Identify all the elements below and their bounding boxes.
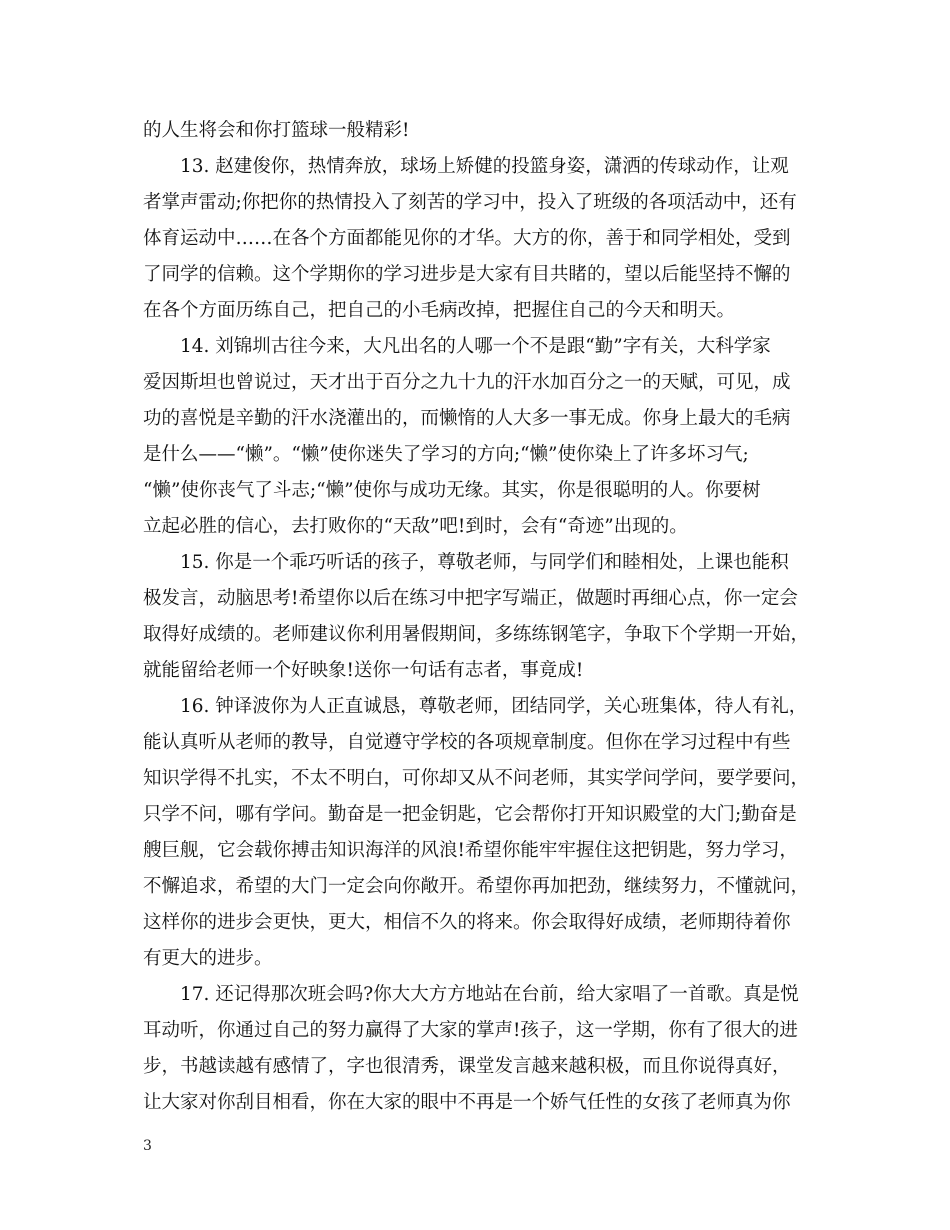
text-line: 的人生将会和你打篮球一般精彩!: [143, 120, 410, 141]
paragraph-17-start: 17. 还记得那次班会吗?你大大方方地站在台前，给大家唱了一首歌。真是悦: [180, 984, 799, 1005]
paragraph-13-start: 13. 赵建俊你，热情奔放，球场上矫健的投篮身姿，潇洒的传球动作，让观: [180, 156, 789, 177]
text-line: 体育运动中……在各个方面都能见你的才华。大方的你，善于和同学相处，受到: [143, 228, 791, 249]
document-body: [143, 113, 815, 1121]
text-line: 爱因斯坦也曾说过，天才出于百分之九十九的汗水加百分之一的天赋，可见，成: [143, 372, 791, 393]
paragraph-15-start: 15. 你是一个乖巧听话的孩子，尊敬老师，与同学们和睦相处，上课也能积: [180, 552, 789, 573]
page-number: 3: [143, 1138, 152, 1154]
text-line: 者掌声雷动;你把你的热情投入了刻苦的学习中，投入了班级的各项活动中，还有: [143, 192, 797, 213]
text-line: 取得好成绩的。老师建议你利用暑假期间，多练练钢笔字，争取下个学期一开始，: [143, 624, 810, 645]
text-line: 是什么——“懒”。“懒”使你迷失了学习的方向;“懒”使你染上了许多坏习气;: [143, 444, 749, 465]
text-line: 只学不问，哪有学问。勤奋是一把金钥匙，它会帮你打开知识殿堂的大门;勤奋是: [143, 804, 797, 825]
paragraph-14-start: 14. 刘锦圳古往今来，大凡出名的人哪一个不是跟“勤”字有关，大科学家: [180, 336, 771, 357]
paragraph-16-start: 16. 钟译波你为人正直诚恳，尊敬老师，团结同学，关心班集体，待人有礼，: [180, 696, 808, 717]
text-line: 步，书越读越有感情了，字也很清秀，课堂发言越来越积极，而且你说得真好，: [143, 1056, 791, 1077]
text-line: 不懈追求，希望的大门一定会向你敞开。希望你再加把劲，继续努力，不懂就问，: [143, 876, 810, 897]
text-line: 在各个方面历练自己，把自己的小毛病改掉，把握住自己的今天和明天。: [143, 300, 736, 321]
text-line: 耳动听，你通过自己的努力赢得了大家的掌声!孩子，这一学期，你有了很大的进: [143, 1020, 798, 1041]
text-line: 了同学的信赖。这个学期你的学习进步是大家有目共睹的，望以后能坚持不懈的: [143, 264, 791, 285]
text-line: “懒”使你丧气了斗志;“懒”使你与成功无缘。其实，你是很聪明的人。你要树: [143, 480, 761, 501]
text-line: 就能留给老师一个好映象!送你一句话有志者，事竟成!: [143, 660, 584, 681]
text-line: 让大家对你刮目相看，你在大家的眼中不再是一个娇气任性的女孩了老师真为你: [143, 1092, 791, 1113]
text-line: 能认真听从老师的教导，自觉遵守学校的各项规章制度。但你在学习过程中有些: [143, 732, 791, 753]
text-line: 功的喜悦是辛勤的汗水浇灌出的，而懒惰的人大多一事无成。你身上最大的毛病: [143, 408, 791, 429]
text-line: 艘巨舰，它会载你搏击知识海洋的风浪!希望你能牢牢握住这把钥匙，努力学习，: [143, 840, 798, 861]
text-line: 极发言，动脑思考!希望你以后在练习中把字写端正，做题时再细心点，你一定会: [143, 588, 798, 609]
text-line: 有更大的进步。: [143, 948, 273, 969]
text-line: 这样你的进步会更快，更大，相信不久的将来。你会取得好成绩，老师期待着你: [143, 912, 791, 933]
text-line: 立起必胜的信心，去打败你的“天敌”吧!到时，会有“奇迹”出现的。: [143, 516, 688, 537]
text-line: 知识学得不扎实，不太不明白，可你却又从不问老师，其实学问学问，要学要问，: [143, 768, 810, 789]
